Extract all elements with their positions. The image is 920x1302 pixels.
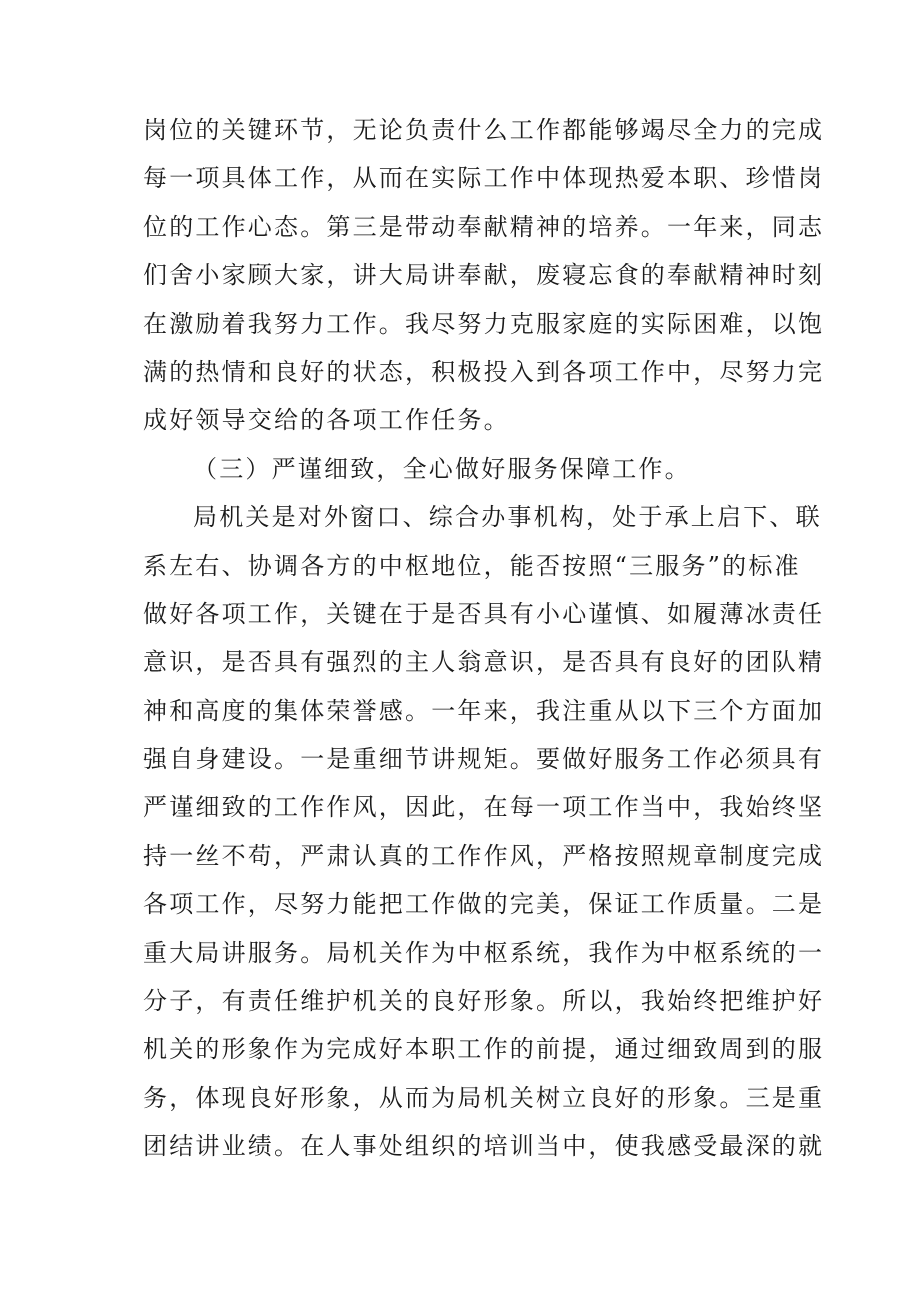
text-line: 满的热情和良好的状态，积极投入到各项工作中，尽努力完 bbox=[143, 357, 825, 386]
text-line: 岗位的关键环节，无论负责什么工作都能够竭尽全力的完成 bbox=[143, 116, 825, 144]
text-line: 务，体现良好形象，从而为局机关树立良好的形象。三是重 bbox=[143, 1083, 825, 1112]
text-line: 持一丝不苟，严肃认真的工作作风，严格按照规章制度完成 bbox=[143, 841, 825, 870]
text-line: 强自身建设。一是重细节讲规矩。要做好服务工作必须具有 bbox=[143, 745, 825, 774]
text-line: 机关的形象作为完成好本职工作的前提，通过细致周到的服 bbox=[143, 1035, 825, 1064]
text-line: 在激励着我努力工作。我尽努力克服家庭的实际困难，以饱 bbox=[143, 309, 825, 338]
text-line: 做好各项工作，关键在于是否具有小心谨慎、如履薄冰责任 bbox=[143, 599, 825, 628]
text-line: 重大局讲服务。局机关作为中枢系统，我作为中枢系统的一 bbox=[143, 938, 825, 967]
text-line: 系左右、协调各方的中枢地位，能否按照“三服务”的标准 bbox=[143, 551, 801, 580]
text-line: 成好领导交给的各项工作任务。 bbox=[143, 406, 510, 435]
text-line: 各项工作，尽努力能把工作做的完美，保证工作质量。二是 bbox=[143, 890, 825, 919]
paragraph-start-line: 局机关是对外窗口、综合办事机构，处于承上启下、联 bbox=[193, 503, 822, 532]
text-line: 团结讲业绩。在人事处组织的培训当中，使我感受最深的就 bbox=[143, 1132, 825, 1161]
paragraph-start-line: （三）严谨细致，全心做好服务保障工作。 bbox=[193, 454, 691, 483]
text-line: 意识，是否具有强烈的主人翁意识，是否具有良好的团队精 bbox=[143, 648, 825, 677]
text-line: 位的工作心态。第三是带动奉献精神的培养。一年来，同志 bbox=[143, 212, 825, 241]
text-line: 分子，有责任维护机关的良好形象。所以，我始终把维护好 bbox=[143, 987, 825, 1016]
text-line: 严谨细致的工作作风，因此，在每一项工作当中，我始终坚 bbox=[143, 793, 825, 822]
document-body bbox=[143, 106, 825, 1171]
text-line: 们舍小家顾大家，讲大局讲奉献，废寝忘食的奉献精神时刻 bbox=[143, 261, 825, 290]
text-line: 神和高度的集体荣誉感。一年来，我注重从以下三个方面加 bbox=[143, 696, 825, 725]
text-line: 每一项具体工作，从而在实际工作中体现热爱本职、珍惜岗 bbox=[143, 164, 825, 193]
